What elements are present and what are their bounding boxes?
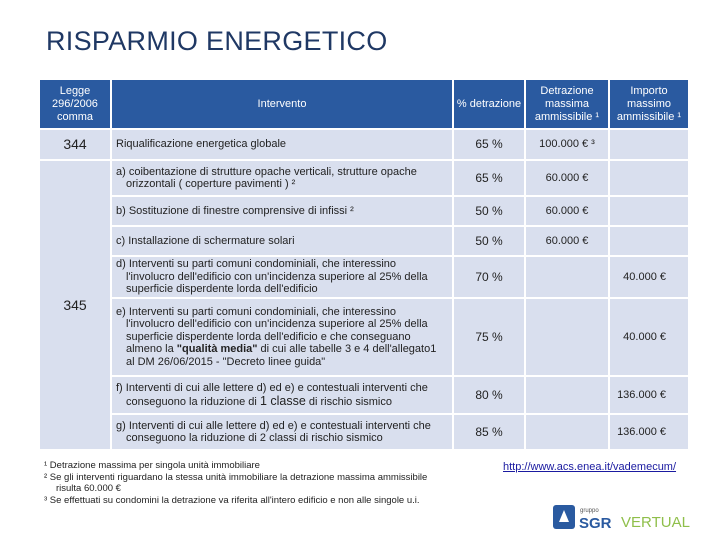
svg-text:VERTUAL: VERTUAL	[621, 514, 690, 531]
deduction-cell: 100.000 € ³	[526, 130, 608, 159]
percent-cell: 50 %	[454, 227, 524, 255]
amount-cell	[610, 130, 688, 159]
deduction-cell	[526, 415, 608, 449]
deduction-cell: 60.000 €	[526, 227, 608, 255]
law-345: 345	[40, 161, 110, 449]
deduction-cell: 60.000 €	[526, 161, 608, 195]
intervention-line: orizzontali ( coperture pavimenti ) ²	[126, 178, 296, 190]
percent-cell: 85 %	[454, 415, 524, 449]
deduction-cell	[526, 257, 608, 297]
amount-cell: 40.000 €	[610, 257, 688, 297]
amount-cell: 136.000 €	[610, 377, 688, 413]
table-header-row	[40, 80, 688, 128]
header-max-deduction: Detrazione massima ammissibile ¹	[526, 80, 608, 128]
sgr-vertual-logo	[553, 500, 713, 534]
table-row	[40, 299, 688, 375]
deduction-cell	[526, 377, 608, 413]
percent-cell: 75 %	[454, 299, 524, 375]
intervention-cell	[112, 257, 452, 297]
intervention-line: a) coibentazione di strutture opache verticali, strutture opache	[116, 165, 417, 178]
svg-text:SGR: SGR	[579, 515, 612, 532]
table-row	[40, 227, 688, 255]
intervention-cell	[112, 415, 452, 449]
intervention-cell: c) Installazione di schermature solari	[112, 227, 452, 255]
svg-text:gruppo: gruppo	[580, 508, 599, 514]
header-percent: % detrazione	[454, 80, 524, 128]
deduction-cell	[526, 299, 608, 375]
intervention-line: e) Interventi su parti comuni condominiali, che interessino	[116, 305, 397, 318]
intervention-line: superficie disperdente lorda dell'edificio e che conseguano	[126, 330, 411, 343]
header-max-amount: Importo massimo ammissibile ¹	[610, 80, 688, 128]
header-intervention: Intervento	[112, 80, 452, 128]
footnote-3: ³ Se effettuati su condomini la detrazione va riferita all'intero edificio e non alle singole u.i.	[44, 494, 420, 506]
table-row	[40, 415, 688, 449]
intervention-line: d) Interventi su parti comuni condominiali, che interessino	[116, 258, 397, 271]
percent-cell: 50 %	[454, 197, 524, 225]
energy-savings-table	[38, 78, 690, 451]
percent-cell: 70 %	[454, 257, 524, 297]
intervention-cell	[112, 377, 452, 413]
law-344: 344	[40, 130, 110, 159]
table-row	[40, 130, 688, 159]
table-row	[40, 161, 688, 195]
intervention-line: l'involucro dell'edificio con un'incidenza superiore al 25% della	[126, 318, 428, 331]
intervention-line: conseguono la riduzione di 2 classi di rischio sismico	[126, 432, 383, 444]
intervention-line: superficie disperdente lorda dell'edificio	[126, 283, 318, 296]
intervention-cell: Riqualificazione energetica globale	[112, 130, 452, 159]
table-row	[40, 257, 688, 297]
amount-cell: 40.000 €	[610, 299, 688, 375]
footnote-1: ¹ Detrazione massima per singola unità immobiliare	[44, 460, 260, 471]
amount-cell	[610, 161, 688, 195]
intervention-line: f) Interventi di cui alle lettere d) ed e) e contestuali interventi che	[116, 382, 428, 394]
footnotes	[44, 460, 474, 506]
footnote-2-continued: risulta 60.000 €	[56, 483, 121, 494]
footnote-2: ² Se gli interventi riguardano la stessa unità immobiliare la detrazione massima ammissibile	[44, 471, 428, 483]
intervention-cell	[112, 161, 452, 195]
amount-cell: 136.000 €	[610, 415, 688, 449]
intervention-line: almeno la "qualità media" di cui alle tabelle 3 e 4 dell'allegato1	[126, 343, 437, 356]
intervention-cell	[112, 299, 452, 375]
deduction-cell: 60.000 €	[526, 197, 608, 225]
intervention-line: al DM 26/06/2015 - "Decreto linee guida"	[126, 355, 326, 368]
intervention-line: conseguono la riduzione di 1 classe di rischio sismico	[126, 393, 392, 408]
table-row	[40, 377, 688, 413]
page-title: RISPARMIO ENERGETICO	[46, 26, 388, 56]
intervention-line: g) Interventi di cui alle lettere d) ed e) e contestuali interventi che	[116, 419, 431, 432]
header-law: Legge 296/2006 comma	[40, 80, 110, 128]
amount-cell	[610, 197, 688, 225]
percent-cell: 65 %	[454, 161, 524, 195]
percent-cell: 65 %	[454, 130, 524, 159]
intervention-cell: b) Sostituzione di finestre comprensive di infissi ²	[112, 197, 452, 225]
percent-cell: 80 %	[454, 377, 524, 413]
amount-cell	[610, 227, 688, 255]
table-row	[40, 197, 688, 225]
enea-vademecum-link[interactable]: http://www.acs.enea.it/vademecum/	[503, 461, 677, 473]
intervention-line: l'involucro dell'edificio con un'incidenza superiore al 25% della	[126, 270, 428, 283]
